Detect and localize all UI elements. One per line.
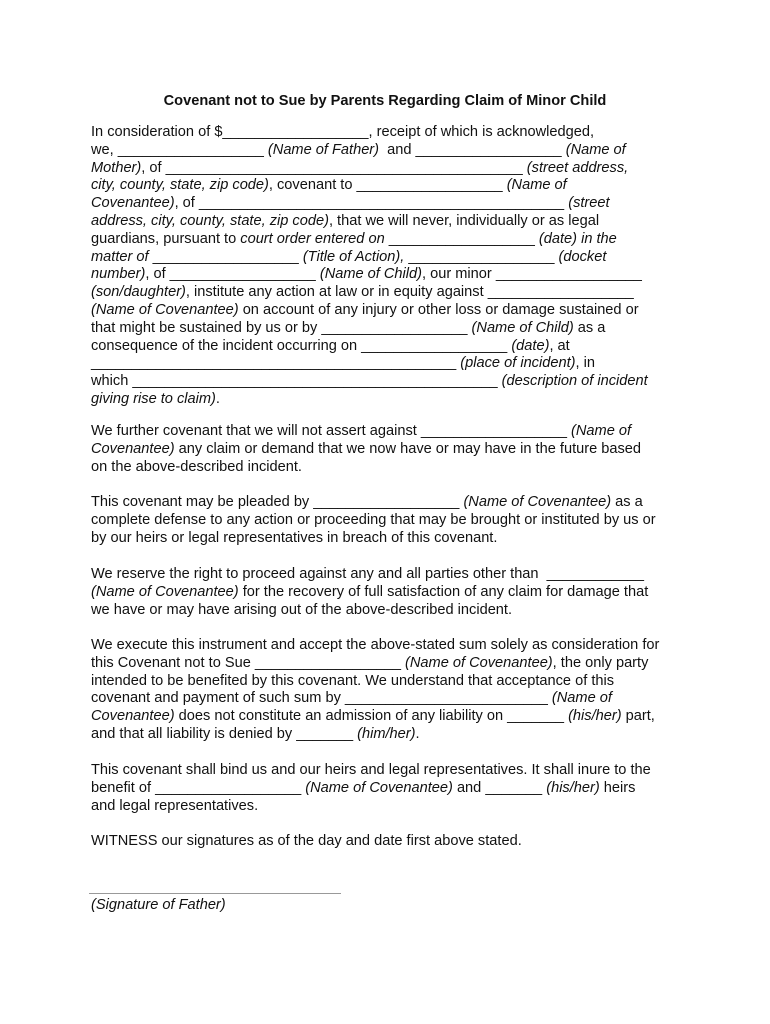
- text-line: intended to be benefited by this covenant. We understand that acceptance of this: [91, 672, 615, 689]
- text-line: We reserve the right to proceed against any and all parties other than ____________: [91, 566, 645, 582]
- text-line: This covenant shall bind us and our heirs and legal representatives. It shall inure to the: [91, 762, 651, 778]
- further-covenant-paragraph: [91, 423, 691, 476]
- text-line: Covenantee), of _____________________________________________ (street: [91, 195, 610, 212]
- text-line: This covenant may be pleaded by __________________ (Name of Covenantee) as a: [91, 494, 643, 510]
- text-line: consequence of the incident occurring on __________________ (date), at: [91, 337, 570, 354]
- text-line: that might be sustained by us or by __________________ (Name of Child) as a: [91, 319, 606, 336]
- defense-paragraph: [91, 494, 691, 547]
- text-line: (Name of Covenantee) on account of any injury or other loss or damage sustained or: [91, 301, 639, 318]
- execution-paragraph: [91, 637, 691, 744]
- text-line: benefit of __________________ (Name of Covenantee) and _______ (his/her) heirs: [91, 779, 636, 796]
- text-line: complete defense to any action or proceeding that may be brought or instituted by us or: [91, 511, 656, 528]
- text-line: city, county, state, zip code), covenant to __________________ (Name of: [91, 177, 567, 194]
- text-line: Covenantee) any claim or demand that we now have or may have in the future based: [91, 440, 642, 457]
- consideration-paragraph: [91, 124, 691, 409]
- text-line: we, __________________ (Name of Father) and __________________ (Name of: [91, 141, 626, 158]
- text-line: matter of __________________ (Title of Action), __________________ (docket: [91, 248, 607, 265]
- text-line: giving rise to claim).: [91, 390, 220, 407]
- text-line: WITNESS our signatures as of the day and date first above stated.: [91, 833, 522, 849]
- text-line: In consideration of $__________________, receipt of which is acknowledged,: [91, 124, 595, 140]
- text-line: which _____________________________________________ (description of incident: [91, 373, 648, 390]
- text-line: we have or may have arising out of the above-described incident.: [91, 601, 513, 618]
- text-line: covenant and payment of such sum by _________________________ (Name of: [91, 690, 612, 707]
- text-line: _____________________________________________ (place of incident), in: [91, 355, 595, 372]
- text-line: by our heirs or legal representatives in breach of this covenant.: [91, 529, 498, 546]
- document-title: Covenant not to Sue by Parents Regarding Claim of Minor Child: [163, 93, 607, 109]
- signature-line: [89, 893, 341, 894]
- binding-paragraph: [91, 762, 691, 815]
- text-line: address, city, county, state, zip code), that we will never, individually or as legal: [91, 212, 600, 229]
- text-line: and legal representatives.: [91, 797, 259, 814]
- text-line: on the above-described incident.: [91, 458, 302, 475]
- text-line: We execute this instrument and accept the above-stated sum solely as consideration for: [91, 637, 660, 653]
- text-line: (son/daughter), institute any action at law or in equity against __________________: [91, 284, 634, 301]
- text-line: We further covenant that we will not assert against __________________ (Name of: [91, 423, 632, 439]
- text-line: this Covenant not to Sue __________________ (Name of Covenantee), the only party: [91, 654, 649, 671]
- text-line: (Name of Covenantee) for the recovery of full satisfaction of any claim for damage that: [91, 583, 649, 600]
- text-line: and that all liability is denied by _______ (him/her).: [91, 725, 420, 742]
- reservation-paragraph: [91, 566, 691, 619]
- signature-label: (Signature of Father): [91, 897, 226, 913]
- text-line: Mother), of ____________________________________________ (street address,: [91, 159, 629, 176]
- text-line: Covenantee) does not constitute an admission of any liability on _______ (his/her) part,: [91, 708, 655, 725]
- text-line: number), of __________________ (Name of Child), our minor __________________: [91, 266, 642, 283]
- text-line: guardians, pursuant to court order entered on __________________ (date) in the: [91, 230, 617, 247]
- witness-paragraph: [91, 833, 691, 851]
